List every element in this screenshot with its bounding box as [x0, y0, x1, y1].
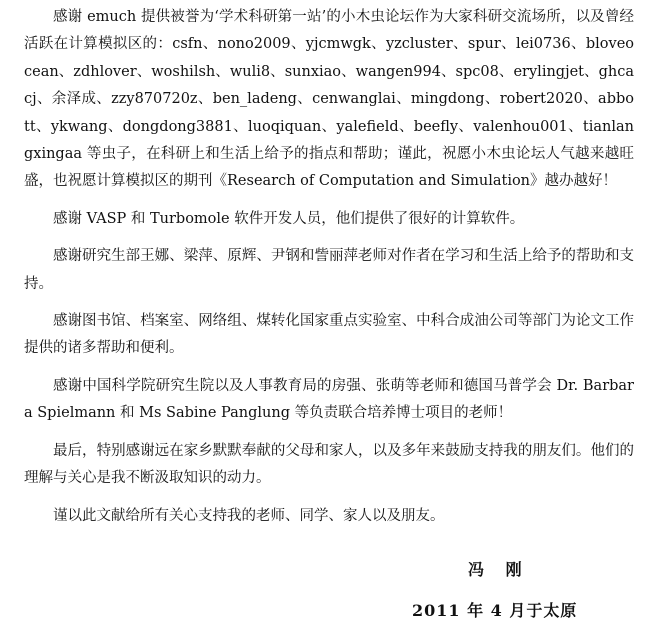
paragraph-graduate-office-thanks: 感谢研究生部王娜、梁萍、原辉、尹钢和訾丽萍老师对作者在学习和生活上给予的帮助和支持。 — [24, 248, 634, 292]
paragraph-family-thanks: 最后，特别感谢远在家乡默默奉献的父母和家人，以及多年来鼓励支持我的朋友们。他们的理解与关心是我不断汲取知识的动力。 — [24, 442, 634, 487]
paragraph-software-thanks: 感谢 VASP 和 Turbomole 软件开发人员，他们提供了很好的计算软件。 — [53, 210, 525, 227]
paragraph-cas-mpg-thanks: 感谢中国科学院研究生院以及人事教育局的房强、张萌等老师和德国马普学会 Dr. Barbara Spielmann 和 Ms Sabine Panglung 等负责联合培养博士项目的老师！ — [24, 377, 634, 422]
signature-date: 2011 年 4 月于太原 — [412, 601, 578, 620]
paragraph-library-thanks: 感谢图书馆、档案室、网络组、煤转化国家重点实验室、中科合成油公司等部门为论文工作提供的诸多帮助和便利。 — [24, 313, 634, 357]
acknowledgement-body — [24, 4, 634, 530]
paragraph-emuch-thanks: 感谢 emuch 提供被誉为‘学术科研第一站’的小木虫论坛作为大家科研交流场所，以及曾经活跃在计算模拟区的：csfn、nono2009、yjcmwgk、yzcluster、spur、lei0736、bloveocean、zdhlover、woshilsh、wuli8、sunxiao、wangen994、spc08、erylingjet、ghcacj、余泽成、zzy870720z、ben_ladeng、cenwanglai、mingdong、robert2020、abbott、ykwang、dongdong3881、luoqiquan、yalefield、beefly、valenhou001、tianlangxingaa 等虫子，在科研上和生活上给予的指点和帮助；谨此，祝愿小木虫论坛人气越来越旺盛，也祝愿计算模拟区的期刊《Research of Computation and Simulation》越办越好！ — [24, 9, 634, 190]
paragraph-dedication: 谨以此文献给所有关心支持我的老师、同学、家人以及朋友。 — [53, 507, 445, 524]
author-signature: 冯 刚 — [468, 560, 530, 579]
